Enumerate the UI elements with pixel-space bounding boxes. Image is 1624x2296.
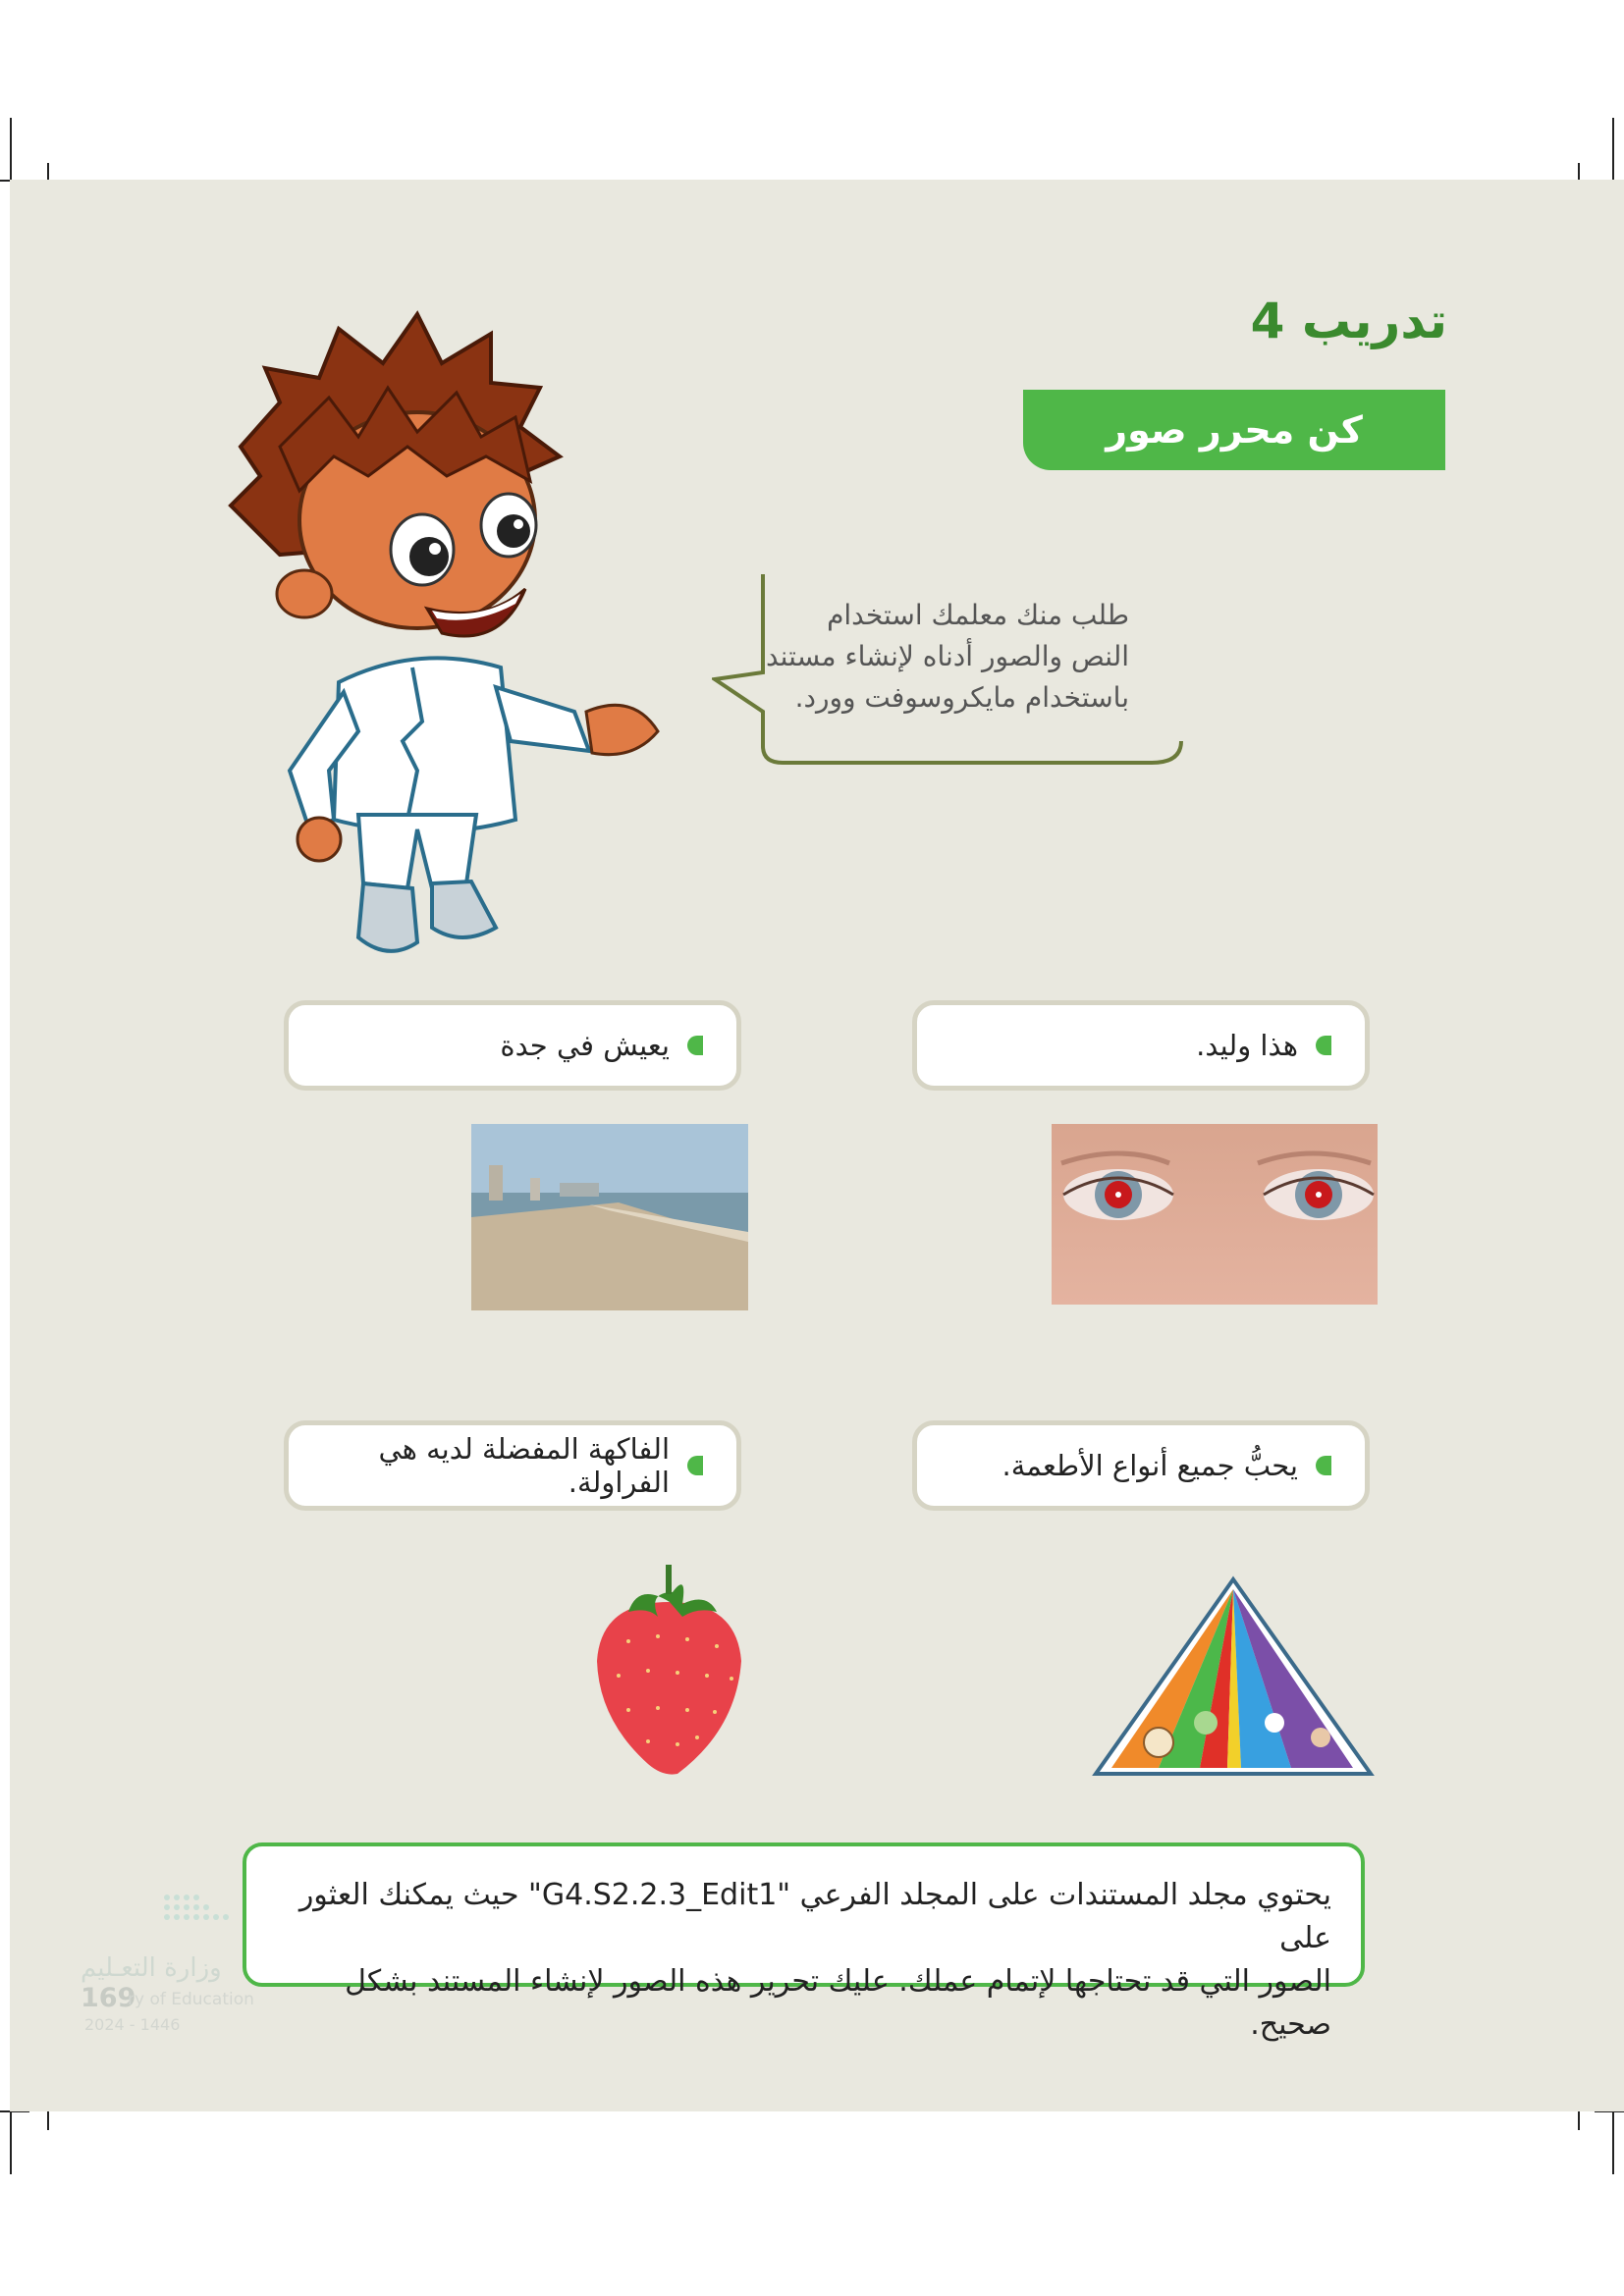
red-eye-photo: [1052, 1124, 1378, 1305]
crop-mark: [10, 118, 12, 182]
ministry-english: ry of Education: [128, 1990, 254, 2009]
boy-character-illustration: [221, 309, 682, 977]
text-card-2: [284, 1000, 741, 1091]
instruction-note: [243, 1842, 1365, 2042]
speech-text: [746, 595, 1129, 719]
jeddah-beach-photo: [471, 1124, 748, 1310]
crop-mark: [1612, 2110, 1614, 2174]
page-title: تدريب 4: [1250, 293, 1447, 349]
card-text: يحبُّ جميع أنواع الأطعمة.: [1001, 1449, 1298, 1482]
card-text: هذا وليد.: [1196, 1029, 1298, 1062]
speech-line: النص والصور أدناه لإنشاء مستند: [765, 640, 1129, 672]
ministry-logo-dots: [157, 1890, 324, 1939]
food-pyramid: [1090, 1575, 1377, 1780]
card-text: الفاكهة المفضلة لديه هي الفراولة.: [378, 1432, 670, 1499]
bullet-icon: [1316, 1036, 1331, 1055]
speech-line: باستخدام مايكروسوفت وورد.: [794, 681, 1129, 714]
page-number: 169: [81, 1983, 136, 2013]
strawberry: [589, 1563, 751, 1781]
bullet-icon: [687, 1036, 703, 1055]
text-card-3: [912, 1420, 1370, 1511]
crop-mark: [1612, 118, 1614, 182]
note-line: الصور التي قد تحتاجها لإتمام عملك. عليك تحرير هذه الصور لإنشاء المستند بشكل صحيح.: [345, 1964, 1331, 2042]
note-line: يحتوي مجلد المستندات على المجلد الفرعي "G4.S2.2.3_Edit1" حيث يمكنك العثور على: [298, 1878, 1331, 1955]
card-text: يعيش في جدة: [500, 1029, 670, 1062]
crop-mark: [10, 2110, 12, 2174]
bullet-icon: [1316, 1456, 1331, 1475]
academic-year: 2024 - 1446: [84, 2015, 181, 2034]
banner-label: كن محرر صور: [1106, 408, 1363, 452]
text-card-1: [912, 1000, 1370, 1091]
speech-line: طلب منك معلمك استخدام: [827, 599, 1129, 631]
bullet-icon: [687, 1456, 703, 1475]
ministry-name: وزارة التعـليم: [81, 1953, 222, 1983]
text-card-4: [284, 1420, 741, 1511]
activity-banner: [1023, 390, 1445, 470]
